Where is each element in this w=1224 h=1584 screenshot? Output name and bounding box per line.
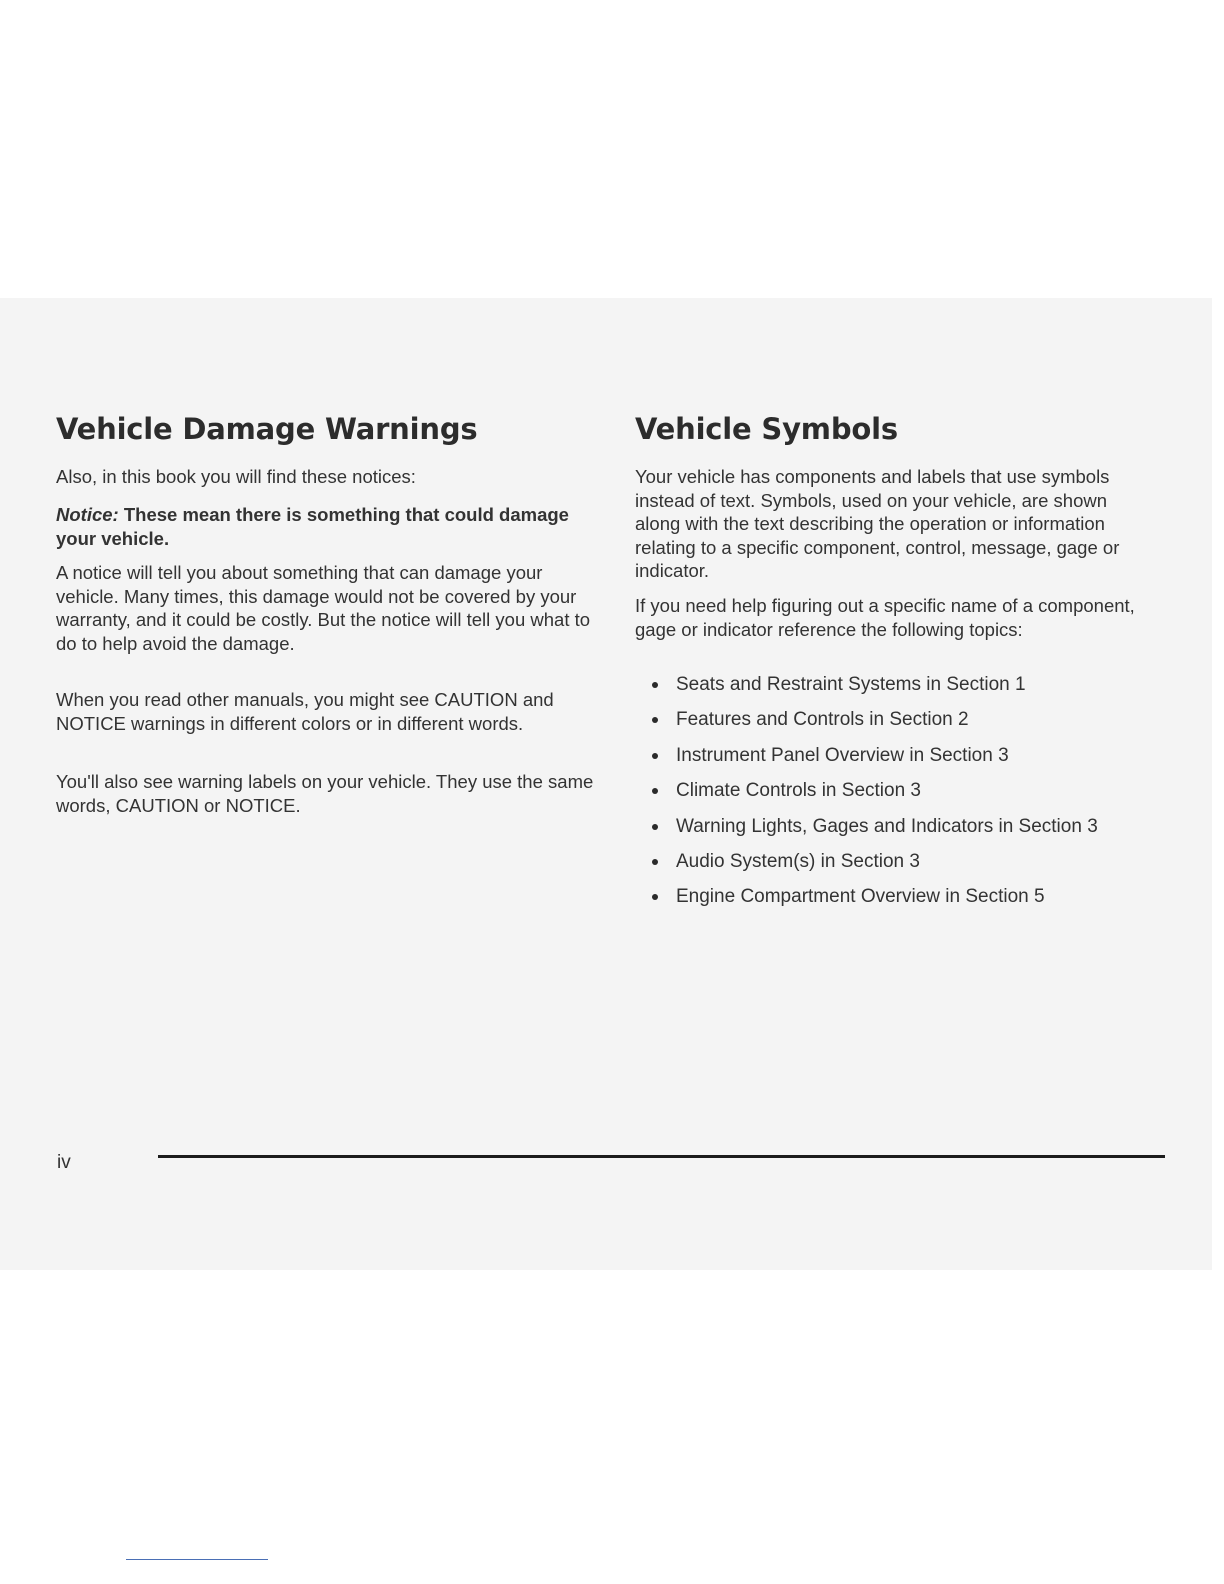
- bullet-icon: [652, 788, 658, 794]
- footer-divider: [158, 1155, 1165, 1158]
- list-item: Climate Controls in Section 3: [652, 779, 1172, 814]
- list-item: Audio System(s) in Section 3: [652, 850, 1172, 885]
- intro-paragraph: Also, in this book you will find these notices:: [56, 466, 416, 487]
- symbols-intro-paragraph: Your vehicle has components and labels that use symbols instead of text. Symbols, used on your vehicle, are shown along with the text describing the operation or information relating to a specific component, control, message, gage or indicator.: [635, 466, 1120, 581]
- list-item: Seats and Restraint Systems in Section 1: [652, 673, 1172, 708]
- other-manuals-paragraph: When you read other manuals, you might see CAUTION and NOTICE warnings in different colors or in different words.: [56, 689, 554, 734]
- notice-description-paragraph: A notice will tell you about something that can damage your vehicle. Many times, this damage would not be covered by your warranty, and it could be costly. But the notice will tell you what to do to help avoid the damage.: [56, 562, 591, 654]
- bullet-icon: [652, 682, 658, 688]
- list-item: Features and Controls in Section 2: [652, 708, 1172, 743]
- list-item: Engine Compartment Overview in Section 5: [652, 885, 1172, 920]
- list-item: Warning Lights, Gages and Indicators in Section 3: [652, 815, 1172, 850]
- bottom-divider: [126, 1559, 268, 1560]
- notice-text: These mean there is something that could damage your vehicle.: [56, 504, 569, 549]
- section-heading-vehicle-damage-warnings: Vehicle Damage Warnings: [56, 412, 478, 446]
- bullet-icon: [652, 859, 658, 865]
- page-number: iv: [57, 1152, 71, 1173]
- section-heading-vehicle-symbols: Vehicle Symbols: [635, 412, 898, 446]
- bullet-icon: [652, 824, 658, 830]
- symbols-reference-paragraph: If you need help figuring out a specific name of a component, gage or indicator reference the following topics:: [635, 595, 1135, 640]
- bullet-icon: [652, 894, 658, 900]
- notice-label: Notice:: [56, 504, 119, 525]
- warning-labels-paragraph: You'll also see warning labels on your vehicle. They use the same words, CAUTION or NOTICE.: [56, 771, 594, 816]
- topics-list: [652, 673, 1172, 921]
- bullet-icon: [652, 717, 658, 723]
- list-item: Instrument Panel Overview in Section 3: [652, 744, 1172, 779]
- bullet-icon: [652, 753, 658, 759]
- notice-paragraph: [56, 503, 596, 551]
